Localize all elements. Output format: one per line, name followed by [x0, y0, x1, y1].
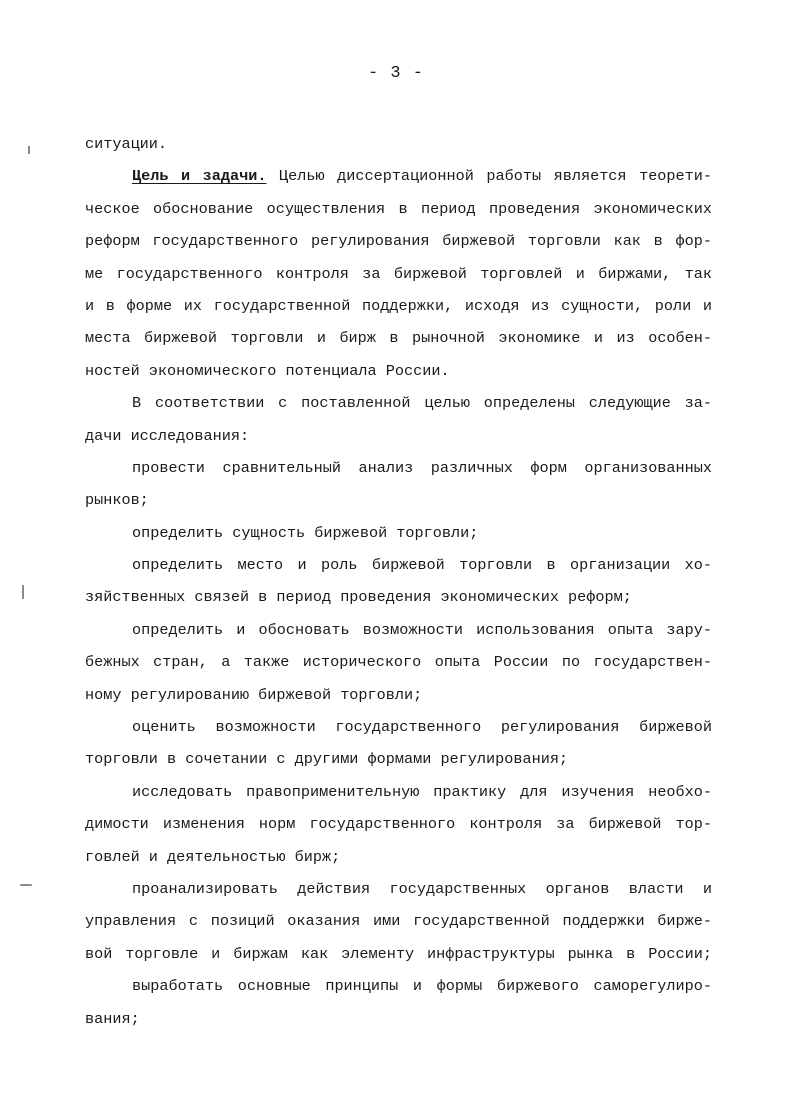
text-line	[85, 128, 712, 160]
line-text: и в форме их государственной поддержки, исходя из сущности, роли и	[85, 296, 712, 315]
text-line	[85, 808, 712, 840]
text-line	[85, 581, 712, 613]
text-line	[85, 646, 712, 678]
text-line	[85, 905, 712, 937]
line-text: ситуации.	[85, 135, 168, 153]
line-text: места биржевой торговли и бирж в рыночной экономике и из особен-	[85, 329, 712, 348]
line-text: определить и обосновать возможности использования опыта зару-	[132, 620, 712, 639]
line-text: проанализировать действия государственных органов власти и	[132, 879, 712, 898]
line-text: реформ государственного регулирования биржевой торговли как в фор-	[85, 232, 712, 251]
line-text: вой торговле и биржам как элементу инфраструктуры рынка в России;	[85, 944, 712, 963]
line-text: дачи исследования:	[85, 426, 250, 445]
text-line	[85, 1003, 712, 1035]
text-line	[85, 193, 712, 225]
text-line	[132, 387, 712, 419]
text-line	[132, 873, 712, 905]
line-text: провести сравнительный анализ различных форм организованных	[132, 458, 712, 477]
text-line	[85, 841, 712, 873]
text-line	[132, 549, 712, 581]
section-heading: Цель и задачи.	[132, 167, 267, 186]
text-line	[132, 970, 712, 1002]
text-line	[132, 517, 712, 549]
line-text: ческое обоснование осуществления в период проведения экономических	[85, 199, 712, 218]
line-text: бежных стран, а также исторического опыта России по государствен-	[85, 653, 712, 672]
scan-mark	[20, 884, 32, 886]
line-text: димости изменения норм государственного контроля за биржевой тор-	[85, 815, 712, 834]
text-line	[85, 679, 712, 711]
line-text: оценить возможности государственного регулирования биржевой	[132, 718, 712, 737]
text-line	[85, 290, 712, 322]
body-text	[85, 128, 712, 1035]
line-text: торговли в сочетании с другими формами регулирования;	[85, 750, 569, 769]
text-line	[85, 938, 712, 970]
line-text: говлей и деятельностью бирж;	[85, 847, 341, 866]
text-line	[85, 258, 712, 290]
text-line	[85, 420, 712, 452]
line-text: определить место и роль биржевой торговли в организации хо-	[132, 556, 712, 575]
text-line	[85, 225, 712, 257]
line-text: исследовать правоприменительную практику для изучения необхо-	[132, 782, 712, 801]
line-text: ме государственного контроля за биржевой торговлей и биржами, так	[85, 264, 712, 283]
text-line	[85, 322, 712, 354]
text-line	[132, 160, 712, 192]
text-line	[85, 743, 712, 775]
line-text: управления с позиций оказания ими государственной поддержки бирже-	[85, 912, 712, 931]
line-text: ному регулированию биржевой торговли;	[85, 685, 423, 704]
line-text: Целью диссертационной работы является теорети-	[266, 167, 712, 186]
line-text: вания;	[85, 1009, 140, 1028]
text-line	[132, 711, 712, 743]
line-text: В соответствии с поставленной целью определены следующие за-	[132, 394, 712, 413]
scan-mark	[28, 146, 30, 154]
line-text: определить сущность биржевой торговли;	[132, 523, 479, 542]
text-line	[85, 355, 712, 387]
text-line	[132, 452, 712, 484]
page-number: - 3 -	[367, 64, 424, 83]
text-line	[132, 614, 712, 646]
text-line	[132, 776, 712, 808]
line-text: рынков;	[85, 491, 149, 510]
line-text: ностей экономического потенциала России.	[85, 361, 450, 380]
line-text: зяйственных связей в период проведения экономических реформ;	[85, 588, 632, 607]
line-text: выработать основные принципы и формы биржевого саморегулиро-	[132, 977, 712, 996]
scan-mark	[22, 585, 24, 599]
text-line	[85, 484, 712, 516]
